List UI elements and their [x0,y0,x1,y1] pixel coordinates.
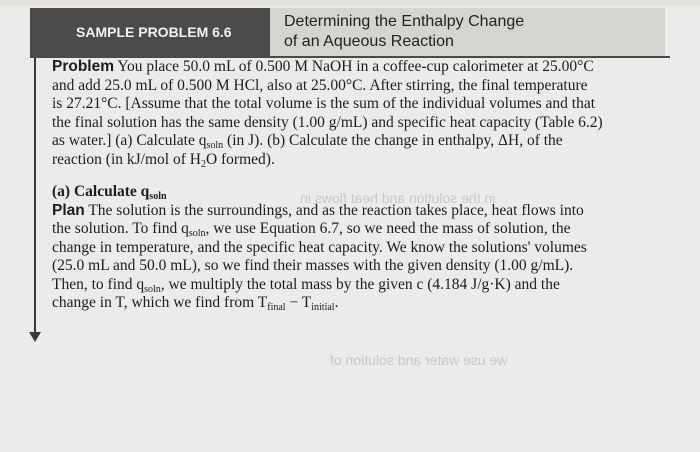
title-line-1: Determining the Enthalpy Change [284,13,525,30]
down-arrow-icon [29,332,41,342]
problem-line: and add 25.0 mL of 0.500 M HCl, also at 25.00°C. After stirring, the final temperature [52,76,588,94]
sample-problem-title [270,8,665,56]
problem-line: as water.] (a) Calculate $q_{soln}$ (in J). (b) Calculate the change in enthalpy, ΔH, of the [52,132,563,151]
plan-line: (25.0 mL and 50.0 mL), so we find their masses with the given density (1.00 g/mL). [52,257,574,274]
problem-line: the final solution has the same density (1.00 g/mL) and specific heat capacity (Table 6.2) [52,113,603,131]
problem-line: reaction (in kJ/mol of $H_2O$ formed). [52,150,275,170]
plan-line: the solution. To find $q_{soln}$, we use Equation 6.7, so we need the mass of solution, the [52,220,571,239]
bleed-through-text: in the solution and heat flows in [300,190,496,206]
plan-line: change in temperature, and the specific heat capacity. We know the solutions' volumes [52,238,587,256]
bleed-through-text: we use water and solution of [330,352,508,368]
part-a-heading: (a) Calculate $q_{soln}$ [52,183,167,202]
sample-problem-label: SAMPLE PROBLEM 6.6 [30,8,270,56]
plan-line: change in T, which we find from $T_{final} - T_{initial}$. [52,294,339,313]
plan-heading: Plan [52,201,85,219]
problem-line: Problem You place 50.0 mL of 0.500 M NaOH in a coffee-cup calorimeter at 25.00°C [52,58,594,75]
problem-body [52,58,672,313]
problem-line: is 27.21°C. [Assume that the total volume is the sum of the individual volumes and that [52,95,596,112]
top-strip [0,0,700,6]
plan-line: Then, to find $q_{soln}$, we multiply the total mass by the given c (4.184 J/g·K) and the [52,275,560,295]
problem-heading: Problem [52,58,115,75]
flow-arrow-line [34,58,36,334]
title-line-2: of an Aqueous Reaction [284,33,454,50]
plan-line: Plan The solution is the surroundings, and as the reaction takes place, heat flows into [52,201,584,219]
